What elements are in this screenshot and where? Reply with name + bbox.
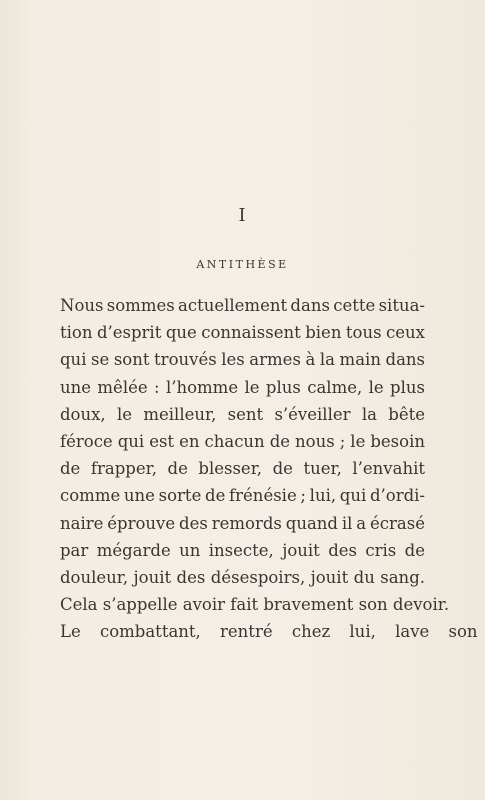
- text-line: [60, 346, 425, 373]
- text-line: [60, 319, 425, 346]
- chapter-title: ANTITHÈSE: [196, 258, 289, 271]
- text-line-content: féroce qui est en chacun de nous ; le besoin: [60, 431, 425, 451]
- text-line: [60, 374, 425, 401]
- text-line-content: Le combattant, rentré chez lui, lave son: [60, 622, 478, 642]
- body-text: [60, 292, 478, 645]
- text-line-content: doux, le meilleur, sent s’éveiller la bête: [60, 404, 425, 424]
- text-line-content: de frapper, de blesser, de tuer, l’envahit: [60, 459, 425, 479]
- text-line: [60, 482, 425, 509]
- text-line: [60, 564, 425, 591]
- text-line-content: Cela s’appelle avoir fait bravement son devoir.: [60, 595, 450, 615]
- text-line-content: qui se sont trouvés les armes à la main dans: [60, 350, 425, 370]
- text-line: [60, 618, 478, 645]
- text-line-content: par mégarde un insecte, jouit des cris de: [60, 540, 425, 560]
- text-line-content: une mêlée : l’homme le plus calme, le plus: [60, 377, 425, 397]
- text-line: [60, 455, 425, 482]
- text-line-content: naire éprouve des remords quand il a écrasé: [60, 513, 425, 533]
- text-line-content: tion d’esprit que connaissent bien tous ceux: [60, 323, 425, 343]
- text-line-content: comme une sorte de frénésie ; lui, qui d’ordi-: [60, 486, 425, 506]
- text-line: [60, 428, 425, 455]
- chapter-number: I: [238, 205, 247, 226]
- text-line: [60, 591, 450, 618]
- text-line: [60, 537, 425, 564]
- text-line-content: Nous sommes actuellement dans cette situa-: [60, 296, 425, 315]
- text-line: [60, 292, 425, 319]
- text-line: [60, 401, 425, 428]
- text-line-content: douleur, jouit des désespoirs, jouit du sang.: [60, 567, 425, 587]
- text-line: [60, 510, 425, 537]
